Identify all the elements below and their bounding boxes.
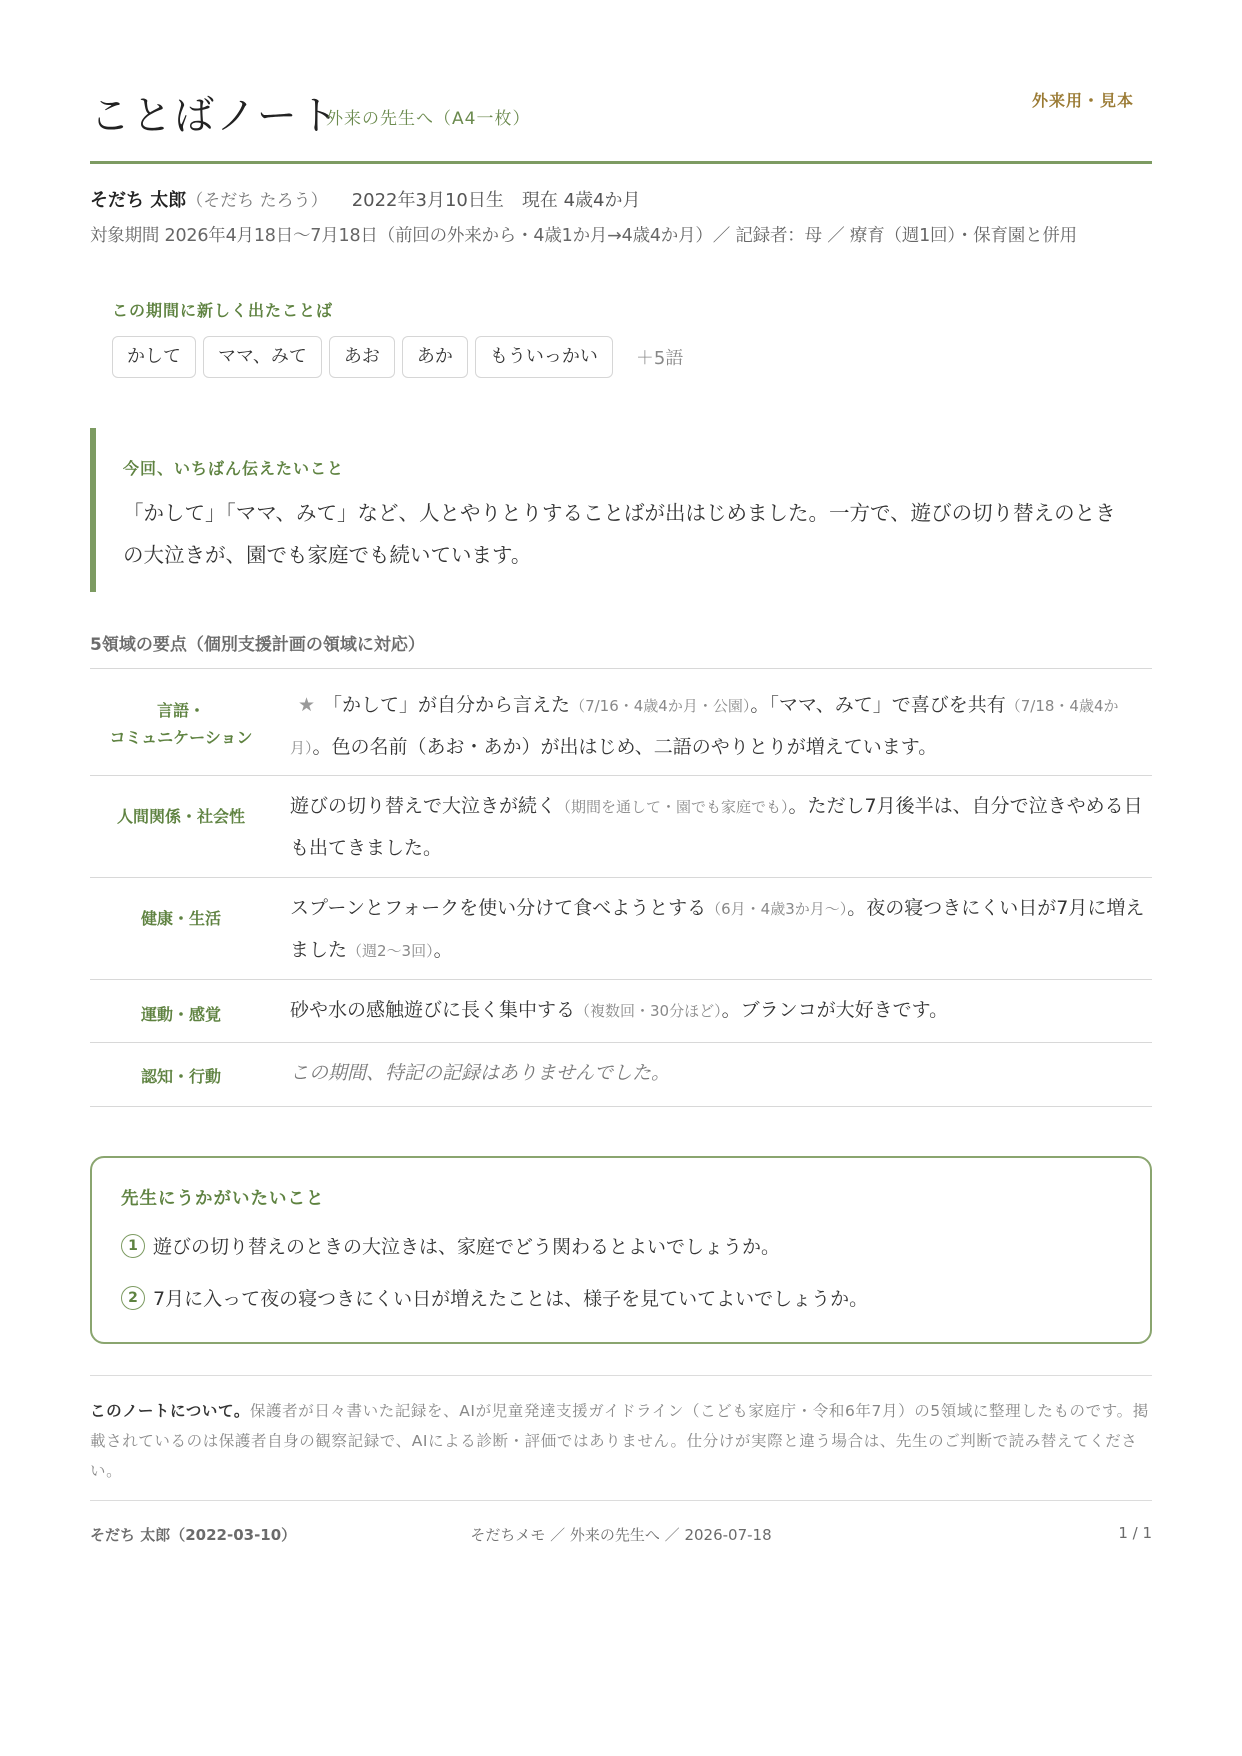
divider: [90, 1500, 1152, 1501]
domain-label: 健康・生活: [140, 909, 221, 928]
sample-badge: 外来用・見本: [1031, 91, 1134, 110]
questions-box: [90, 1156, 1152, 1344]
circled-number-icon: 1: [121, 1234, 145, 1258]
page-number: 1 / 1: [1118, 1524, 1152, 1542]
domain-label: 言語・ コミュニケーション: [109, 701, 253, 747]
about-note-lead: このノートについて。: [90, 1402, 250, 1420]
child-name-kana: （そだち たろう）: [186, 191, 328, 211]
new-words-list: [112, 336, 683, 378]
word-chip: かして: [112, 336, 196, 378]
questions-label: 先生にうかがいたいこと: [121, 1189, 325, 1209]
domains-table: [90, 668, 1152, 1107]
footer-doc-info: そだちメモ ／ 外来の先生へ ／ 2026-07-18: [470, 1526, 772, 1544]
domain-row-motor: [90, 980, 1152, 1043]
domain-text: 遊びの切り替えで大泣きが続く（期間を通して・園でも家庭でも）。ただし7月後半は、自分で泣きやめる日も出てきました。: [290, 795, 1143, 859]
key-message-block: [90, 428, 1152, 592]
word-chip: ママ、みて: [203, 336, 322, 378]
page: [90, 0, 1152, 1756]
footer-child-info: そだち 太郎（2022-03-10）: [90, 1526, 297, 1544]
key-message-label: 今回、いちばん伝えたいこと: [123, 459, 345, 478]
header-divider: [90, 161, 1152, 164]
domain-text: 砂や水の感触遊びに長く集中する（複数回・30分ほど）。ブランコが大好きです。: [290, 999, 949, 1021]
child-name: そだち 太郎: [90, 190, 187, 211]
domain-row-health: [90, 878, 1152, 980]
word-chip: あか: [402, 336, 468, 378]
child-birth-age: 2022年3月10日生 現在 4歳4か月: [351, 190, 641, 211]
record-period: 対象期間 2026年4月18日〜7月18日（前回の外来から・4歳1か月→4歳4か月）／ 記録者：母 ／ 療育（週1回）・保育園と併用: [90, 226, 1077, 246]
domain-label: 運動・感覚: [140, 1005, 221, 1024]
question-item: 2 7月に入って夜の寝つきにくい日が増えたことは、様子を見ていてよいでしょうか。: [121, 1284, 868, 1311]
key-message-text: 「かして」「ママ、みて」など、人とやりとりすることばが出はじめました。一方で、遊びの切り替えのときの大泣きが、園でも家庭でも続いています。: [123, 501, 1116, 567]
question-item: 1 遊びの切り替えのときの大泣きは、家庭でどう関わるとよいでしょうか。: [121, 1232, 780, 1259]
divider: [90, 1375, 1152, 1376]
new-words-label: この期間に新しく出たことば: [112, 301, 334, 320]
domain-label: 認知・行動: [140, 1067, 221, 1086]
star-icon: ★: [298, 694, 316, 716]
child-info: [90, 186, 640, 212]
domain-row-language: [90, 669, 1152, 776]
circled-number-icon: 2: [121, 1286, 145, 1310]
domain-text: ★ 「かして」が自分から言えた（7/16・4歳4か月・公園）。「ママ、みて」で喜びを共有（7/18・4歳4か月）。色の名前（あお・あか）が出はじめ、二語のやりとりが増えています。: [290, 694, 1119, 758]
word-chip: あお: [329, 336, 395, 378]
page-subtitle: 外来の先生へ（A4一枚）: [326, 109, 531, 129]
word-chip: もういっかい: [475, 336, 613, 378]
domains-title: 5領域の要点（個別支援計画の領域に対応）: [90, 635, 425, 655]
about-note-text: 保護者が日々書いた記録を、AIが児童発達支援ガイドライン（こども家庭庁・令和6年7月）の5領域に整理したものです。掲載されているのは保護者自身の観察記録で、AIによる診断・評価ではありません。仕分けが実際と違う場合は、先生のご判断で読み替えてください。: [90, 1402, 1149, 1480]
domain-row-cognition: [90, 1043, 1152, 1107]
domain-row-social: [90, 776, 1152, 878]
more-words-count: ＋5語: [635, 348, 684, 369]
page-title: ことばノート: [90, 93, 341, 139]
domain-text: スプーンとフォークを使い分けて食べようとする（6月・4歳3か月〜）。夜の寝つきにくい日が7月に増えました（週2〜3回）。: [290, 897, 1145, 961]
about-note: [90, 1396, 1152, 1486]
domain-label: 人間関係・社会性: [116, 807, 245, 826]
domain-text: この期間、特記の記録はありませんでした。: [290, 1062, 671, 1084]
